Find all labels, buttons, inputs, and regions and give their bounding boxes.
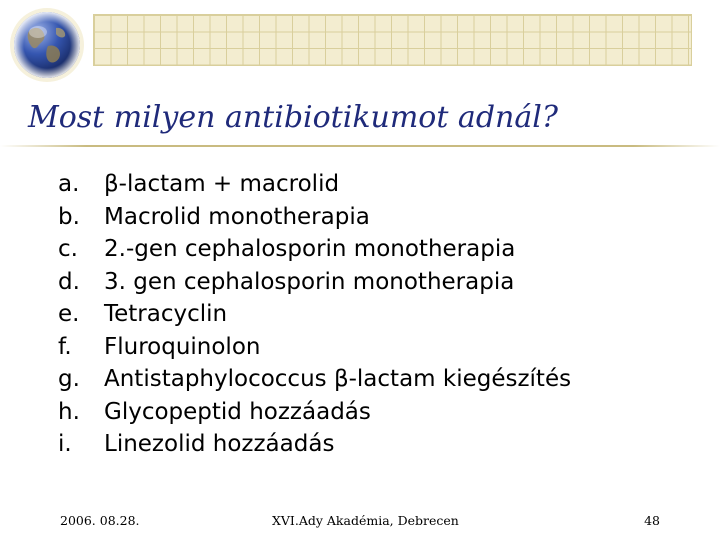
option-text: Antistaphylococcus β-lactam kiegészítés [104, 366, 572, 392]
option-text: Tetracyclin [104, 301, 228, 327]
option-text: 3. gen cephalosporin monotherapia [104, 268, 515, 295]
option-text: β-lactam + macrolid [104, 171, 340, 197]
slide-title: Most milyen antibiotikumot adnál? [28, 100, 558, 135]
option-letter: d. [58, 268, 80, 295]
list-item [58, 201, 571, 234]
list-item [58, 298, 571, 331]
list-item [58, 396, 571, 429]
option-text: Glycopeptid hozzáadás [104, 398, 371, 425]
option-letter: f. [58, 333, 72, 360]
slide-number: 48 [644, 513, 660, 528]
list-item [58, 266, 571, 299]
option-letter: a. [58, 171, 80, 197]
option-text: Fluroquinolon [104, 333, 261, 360]
list-item [58, 428, 571, 461]
option-text: Macrolid monotherapia [104, 203, 370, 230]
list-item [58, 331, 571, 364]
decorative-grid-band [93, 14, 692, 66]
option-letter: e. [58, 301, 80, 327]
option-letter: g. [58, 366, 80, 392]
option-letter: c. [58, 236, 78, 262]
list-item [58, 233, 571, 266]
title-divider [0, 145, 720, 147]
footer-event: XVI.Ady Akadémia, Debrecen [272, 513, 459, 528]
option-letter: i. [58, 431, 72, 457]
option-letter: h. [58, 398, 80, 425]
answer-options-list [58, 168, 571, 461]
globe-icon [8, 6, 86, 84]
option-text: 2.-gen cephalosporin monotherapia [104, 236, 516, 262]
option-letter: b. [58, 203, 80, 230]
list-item [58, 168, 571, 201]
list-item [58, 363, 571, 396]
option-text: Linezolid hozzáadás [104, 431, 335, 457]
footer-date: 2006. 08.28. [60, 513, 140, 528]
